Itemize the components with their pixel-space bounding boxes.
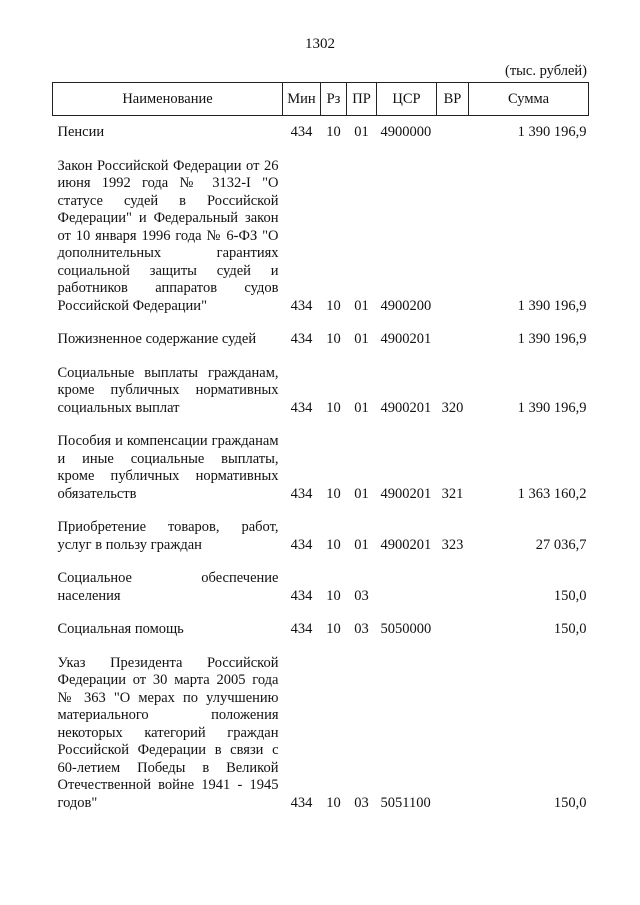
table-row — [53, 116, 589, 146]
row-sum: 1 390 196,9 — [517, 331, 587, 347]
header-row — [53, 83, 589, 116]
table-row — [53, 507, 589, 558]
row-min: 434 — [290, 297, 313, 314]
row-sum: 1 390 196,9 — [517, 399, 587, 416]
row-pr: 01 — [354, 124, 369, 140]
row-rz: 10 — [326, 331, 341, 347]
row-rz: 10 — [326, 536, 341, 553]
row-vr — [437, 116, 469, 146]
row-pr: 01 — [354, 297, 369, 314]
table-row — [53, 609, 589, 643]
row-vr — [437, 558, 469, 609]
row-name: Социальная помощь — [57, 621, 184, 637]
table-row — [53, 558, 589, 609]
table-row — [53, 319, 589, 353]
row-rz: 10 — [326, 124, 341, 140]
row-min: 434 — [290, 399, 313, 416]
row-name: Социальное обеспечение населения — [57, 570, 279, 604]
row-min: 434 — [290, 124, 313, 140]
row-csr: 4900201 — [380, 536, 432, 553]
header-sum: Сумма — [469, 83, 589, 116]
table-row — [53, 421, 589, 507]
row-min: 434 — [290, 794, 313, 811]
row-name: Пенсии — [57, 124, 105, 140]
row-csr: 4900201 — [380, 399, 432, 416]
row-pr: 03 — [354, 587, 369, 604]
row-vr: 323 — [441, 536, 464, 553]
row-pr: 03 — [354, 794, 369, 811]
header-pr: ПР — [347, 83, 377, 116]
row-csr: 4900201 — [380, 331, 432, 347]
row-sum: 150,0 — [553, 587, 587, 604]
row-vr — [437, 146, 469, 320]
row-csr: 4900201 — [380, 485, 432, 502]
row-min: 434 — [290, 331, 313, 347]
row-rz: 10 — [326, 621, 341, 637]
row-vr: 321 — [441, 485, 464, 502]
row-name: Указ Президента Российской Федерации от 30 марта 2005 года № 363 "О мерах по улучшению материального положения некоторых категорий граждан Российской Федерации в связи с 60-летием Победы в Великой Отечественной войне 1941 - 1945 годов" — [57, 654, 279, 811]
row-name: Пожизненное содержание судей — [57, 331, 257, 347]
row-rz: 10 — [326, 794, 341, 811]
row-csr — [377, 558, 437, 609]
header-vr: ВР — [437, 83, 469, 116]
row-name: Приобретение товаров, работ, услуг в пользу граждан — [57, 519, 279, 553]
header-rz: Рз — [321, 83, 347, 116]
header-name: Наименование — [53, 83, 283, 116]
row-name: Пособия и компенсации гражданам и иные социальные выплаты, кроме публичных нормативных обязательств — [57, 433, 279, 502]
page-number: 1302 — [305, 36, 335, 52]
header-csr: ЦСР — [377, 83, 437, 116]
row-pr: 01 — [354, 485, 369, 502]
row-pr: 01 — [354, 536, 369, 553]
row-pr: 03 — [354, 621, 369, 637]
row-rz: 10 — [326, 399, 341, 416]
row-pr: 01 — [354, 399, 369, 416]
table-row — [53, 643, 589, 817]
table-row — [53, 146, 589, 320]
row-csr: 5051100 — [380, 794, 431, 811]
row-vr: 320 — [441, 399, 464, 416]
row-sum: 150,0 — [553, 621, 587, 637]
row-sum: 1 390 196,9 — [517, 124, 587, 140]
row-min: 434 — [290, 621, 313, 637]
header-min: Мин — [283, 83, 321, 116]
row-name: Социальные выплаты гражданам, кроме публичных нормативных социальных выплат — [57, 364, 279, 416]
budget-table — [52, 82, 589, 816]
row-min: 434 — [290, 587, 313, 604]
row-sum: 1 363 160,2 — [517, 485, 587, 502]
row-sum: 1 390 196,9 — [517, 297, 587, 314]
row-csr: 4900200 — [380, 297, 432, 314]
row-min: 434 — [290, 485, 313, 502]
row-pr: 01 — [354, 331, 369, 347]
row-csr: 4900000 — [380, 124, 432, 140]
row-vr — [437, 609, 469, 643]
row-vr — [437, 643, 469, 817]
table-row — [53, 353, 589, 422]
row-min: 434 — [290, 536, 313, 553]
row-vr — [437, 319, 469, 353]
row-csr: 5050000 — [380, 621, 432, 637]
row-rz: 10 — [326, 297, 341, 314]
row-rz: 10 — [326, 587, 341, 604]
row-sum: 27 036,7 — [535, 536, 587, 553]
row-rz: 10 — [326, 485, 341, 502]
units-label: (тыс. рублей) — [505, 63, 587, 79]
row-name: Закон Российской Федерации от 26 июня 1992 года № 3132-I "О статусе судей в Российской Федерации" и Федеральный закон от 10 января 1996 года № 6-ФЗ "О дополнительных гарантиях социальной защиты судей и работников аппаратов судов Российской Федерации" — [57, 157, 279, 314]
row-sum: 150,0 — [553, 794, 587, 811]
